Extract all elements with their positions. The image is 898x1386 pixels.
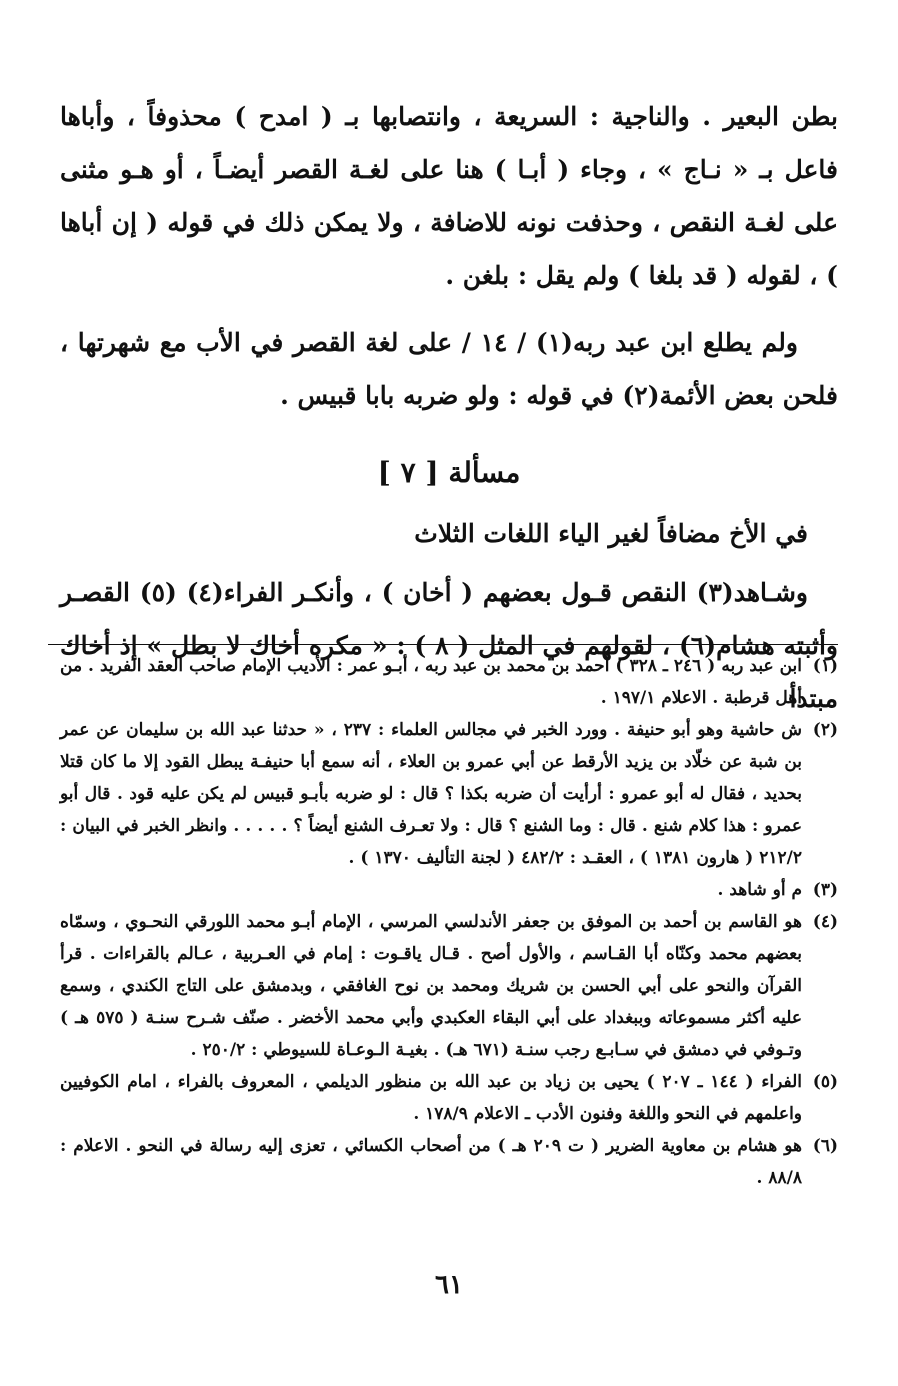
footnote-text: هو هشام بن معاوية الضرير ( ت ٢٠٩ هـ ) من أصحاب الكسائي ، تعزى إليه رسالة في النحو . الاعلام : ٨٨/٨ . (60, 1136, 802, 1188)
paragraph-3: وشـاهد(٣) النقص قـول بعضهم ( أخان ) ، وأنكـر الفراء(٤) (٥) القصـر وأثبته هشام(٦) ، لقولهم في المثل ( ٨ ) : « مكره أخاك لا بطل » إذ أخاك مبتدأ (60, 578, 838, 713)
footnote-number: (٣) (812, 880, 838, 900)
section-subheading: في الأخ مضافاً لغير الياء اللغات الثلاث (414, 519, 808, 548)
footnote-divider (48, 644, 838, 645)
footnote-number: (٥) (812, 1072, 838, 1092)
paragraph-1: بطن البعير . والناجية : السريعة ، وانتصابها بـ ( امدح ) محذوفاً ، وأباها فاعل بـ « نـاج » ، وجاء ( أبـا ) هنا على لغـة القصر أيضـاً ، أو هـو مثنى على لغـة النقص ، وحذفت نونه للاضافة ، ولا يمكن ذلك في قوله ( إن أباها ) ، لقوله ( قد بلغا ) ولم يقل : بلغن . (60, 102, 838, 290)
footnote (60, 1130, 838, 1194)
footnote (60, 874, 838, 906)
footnote-number: (٤) (812, 912, 838, 932)
footnote (60, 714, 838, 874)
footnote-number: (٢) (812, 720, 838, 740)
paragraph-2: ولم يطلع ابن عبد ربه(١) / ١٤ / على لغة القصر في الأب مع شهرتها ، فلحن بعض الأئمة(٢) في قوله : ولو ضربه بابا قبيس . (60, 328, 838, 410)
footnote (60, 1066, 838, 1130)
section-heading: مسألة [ ٧ ] (377, 456, 521, 489)
footnotes (60, 650, 838, 1194)
footnote (60, 906, 838, 1066)
footnote-number: (١) (812, 656, 838, 676)
page-number: ٦١ (435, 1270, 463, 1300)
footnote-number: (٦) (812, 1136, 838, 1156)
main-text (60, 90, 838, 725)
footnote (60, 650, 838, 714)
footnote-text: الفراء ( ١٤٤ ـ ٢٠٧ ) يحيى بن زياد بن عبد الله بن منظور الديلمي ، المعروف بالفراء ، امام الكوفيين واعلمهم في النحو واللغة وفنون الأدب ـ الاعلام ١٧٨/٩ . (60, 1072, 802, 1124)
footnote-text: هو القاسم بن أحمد بن الموفق بن جعفر الأندلسي المرسي ، الإمام أبـو محمد اللورقي النحـوي ، وسمّاه بعضهم محمد وكنّاه أبا القـاسم ، والأول أصح . قـال ياقـوت : إمام في العـربية ، عـالم بالقراءات . قرأ القرآن والنحو على أبي الحسن بن شريك ومحمد بن نوح الغافقي ، وبدمشق على التاج الكندي ، وسمع عليه أكثر مسموعاته وببغداد على أبي البقاء العكبدي وأبي محمد الأخضر . صنّف شـرح سنـة ( ٥٧٥ هـ ) وتـوفي في دمشق في سـابـع رجب سنـة (٦٧١ هـ) . بغيـة الـوعـاة للسيوطي : ٢٥٠/٢ . (60, 912, 803, 1060)
footnote-text: ابن عبد ربه ( ٢٤٦ ـ ٣٢٨ ) أحمد بن محمد بن عبد ربه ، أبـو عمر : الأديب الإمام صاحب العقد الفريد . من أهل قرطبة . الاعلام ١٩٧/١ . (60, 656, 802, 708)
footnote-text: م أو شاهد . (717, 880, 802, 900)
footnote-text: ش حاشية وهو أبو حنيفة . وورد الخبر في مجالس العلماء : ٢٣٧ ، « حدثنا عبد الله بن سليمان عن عمر بن شبة عن خلّاد بن يزيد الأرقط عن أبي عمرو بن العلاء ، أنه سمع أبا حنيفـة يبطل القود إلا ما كان قتلا بحديد ، فقال له أبو عمرو : أرأيت أن ضربه بكذا ؟ قال : لو ضربه بأبـو قبيس لم يكن عليه قود . قال أبو عمرو : هذا كلام شنع . قال : وما الشنع ؟ قال : ولا تعـرف الشنع أيضاً ؟ . . . . . وانظر الخبر في البيان : ٢١٢/٢ ( هارون ١٣٨١ ) ، العقـد : ٤٨٢/٢ ( لجنة التأليف ١٣٧٠ ) . (60, 720, 803, 868)
